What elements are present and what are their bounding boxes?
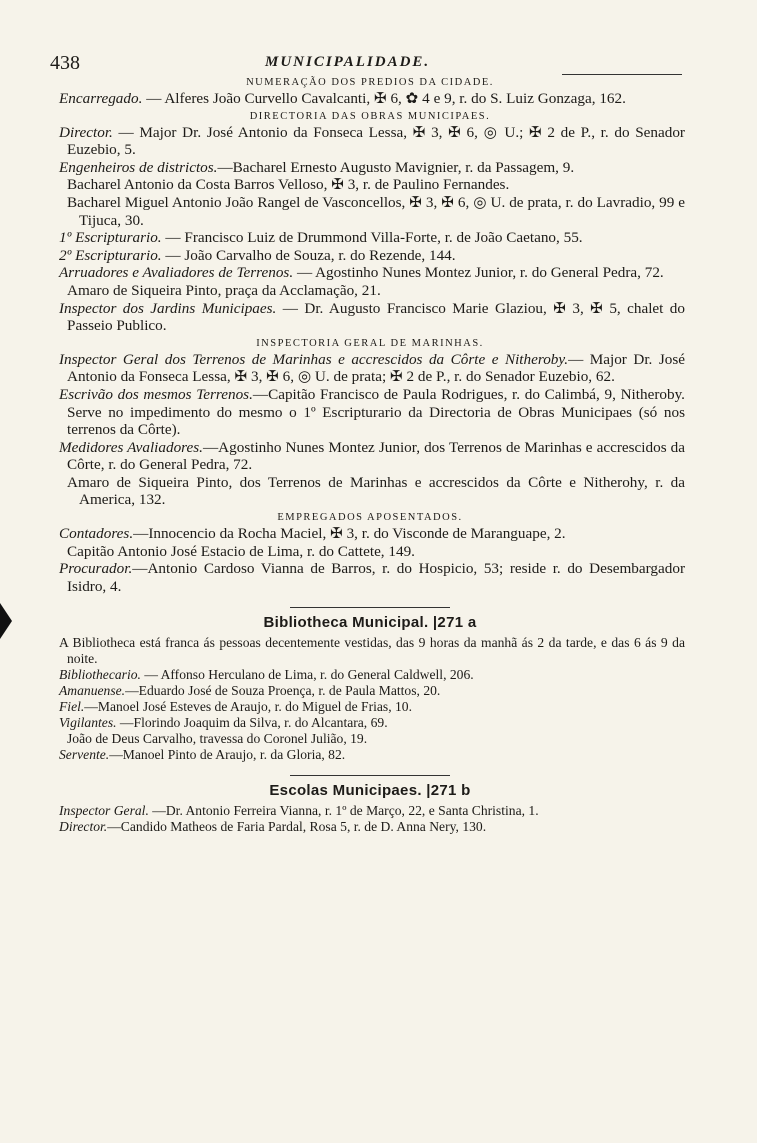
section-title: DIRECTORIA DAS OBRAS MUNICIPAES. xyxy=(249,110,491,122)
entry: Servente.—Manoel Pinto de Araujo, r. da Gloria, 82. xyxy=(59,747,346,763)
entry: Bacharel Antonio da Costa Barros Velloso, ✠ 3, r. de Paulino Fernandes. xyxy=(67,176,510,194)
entry: Encarregado. — Alferes João Curvello Cavalcanti, ✠ 6, ✿ 4 e 9, r. do S. Luiz Gonzaga, 162. xyxy=(59,90,626,107)
entry: Inspector dos Jardins Municipaes. — Dr. Augusto Francisco Marie Glaziou, ✠ 3, ✠ 5, chalet do Passeio Publico. xyxy=(59,299,685,335)
entry: Amaro de Siqueira Pinto, dos Terrenos de Marinhas e accrescidos da Côrte e Nitherohy, r. da America, 132. xyxy=(67,473,685,509)
entry: 1º Escripturario. — Francisco Luiz de Drummond Villa-Forte, r. de João Caetano, 55. xyxy=(59,229,583,247)
entry: Bibliothecario. — Affonso Herculano de Lima, r. do General Caldwell, 206. xyxy=(59,667,474,683)
entry: Arruadores e Avaliadores de Terrenos. — Agostinho Nunes Montez Junior, r. do General Pedra, 72. xyxy=(59,264,664,282)
entry: Director.—Candido Matheos de Faria Pardal, Rosa 5, r. de D. Anna Nery, 130. xyxy=(59,819,487,835)
section-divider xyxy=(290,775,450,776)
entry: Inspector Geral dos Terrenos de Marinhas e accrescidos da Côrte e Nitheroby.— Major Dr. José Antonio da Fonseca Lessa, ✠ 3, ✠ 6, ◎ U. de prata; ✠ 2 de P., r. do Senador Euzebio, 62. xyxy=(59,350,685,386)
entry: Medidores Avaliadores.—Agostinho Nunes Montez Junior, dos Terrenos de Marinhas e accrescidos da Côrte, r. do General Pedra, 72. xyxy=(59,438,686,474)
section-title: Bibliotheca Municipal. |271 a xyxy=(263,614,477,632)
running-title: MUNICIPALIDADE. xyxy=(265,54,431,70)
page-number: 438 xyxy=(50,52,80,74)
entry: Procurador.—Antonio Cardoso Vianna de Barros, r. do Hospicio, 53; reside r. do Desembargador Isidro, 4. xyxy=(59,560,685,595)
entry: Capitão Antonio José Estacio de Lima, r. do Cattete, 149. xyxy=(67,542,415,560)
page-edge-mark xyxy=(0,603,12,639)
document-page xyxy=(50,52,686,835)
entry: Amaro de Siqueira Pinto, praça da Acclamação, 21. xyxy=(67,281,381,299)
entry: Engenheiros de districtos.—Bacharel Ernesto Augusto Mavignier, r. da Passagem, 9. xyxy=(59,158,575,176)
entry: Contadores.—Innocencio da Rocha Maciel, ✠ 3, r. do Visconde de Maranguape, 2. xyxy=(59,525,566,543)
entry: Inspector Geral. —Dr. Antonio Ferreira Vianna, r. 1º de Março, 22, e Santa Christina, 1. xyxy=(59,803,539,819)
entry: Fiel.—Manoel José Esteves de Araujo, r. do Miguel de Frias, 10. xyxy=(59,699,413,715)
entry: Amanuense.—Eduardo José de Souza Proença, r. de Paula Mattos, 20. xyxy=(59,683,441,699)
section-divider xyxy=(290,607,450,608)
entry: Vigilantes. —Florindo Joaquim da Silva, r. do Alcantara, 69. xyxy=(59,715,388,731)
page-header xyxy=(50,52,685,74)
entry: A Bibliotheca está franca ás pessoas decentemente vestidas, das 9 horas da manhã ás 2 da tarde, e das 6 ás 9 da noite. xyxy=(59,635,685,667)
section-title: NUMERAÇÃO DOS PREDIOS DA CIDADE. xyxy=(246,77,494,88)
entry: Director. — Major Dr. José Antonio da Fonseca Lessa, ✠ 3, ✠ 6, ◎ U.; ✠ 2 de P., r. do Senador Euzebio, 5. xyxy=(59,123,685,159)
section-title: EMPREGADOS APOSENTADOS. xyxy=(277,512,463,524)
section-title: Escolas Municipaes. |271 b xyxy=(269,782,471,800)
entry: João de Deus Carvalho, travessa do Coronel Julião, 19. xyxy=(67,731,368,747)
entry: Bacharel Miguel Antonio João Rangel de Vasconcellos, ✠ 3, ✠ 6, ◎ U. de prata, r. do Lavradio, 99 e Tijuca, 30. xyxy=(67,193,685,229)
entry: 2º Escripturario. — João Carvalho de Souza, r. do Rezende, 144. xyxy=(59,246,456,264)
section-title: INSPECTORIA GERAL DE MARINHAS. xyxy=(256,337,484,349)
entry: Escrivão dos mesmos Terrenos.—Capitão Francisco de Paula Rodrigues, r. do Calimbá, 9, Nitheroby. Serve no impedimento do mesmo o 1º Escripturario da Directoria de Obras Municipaes (só nos terrenos da Côrte). xyxy=(59,385,685,439)
